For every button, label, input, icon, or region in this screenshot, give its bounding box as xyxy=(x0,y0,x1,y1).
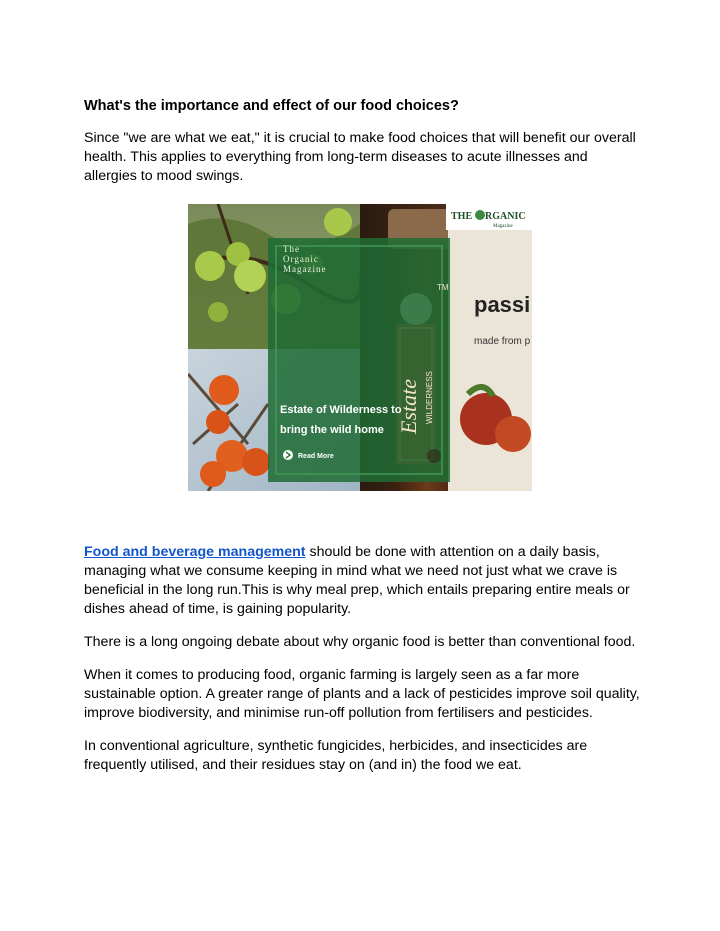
promo-graphic xyxy=(188,204,532,491)
brand-line3: Magazine xyxy=(283,264,327,274)
brand-line1: The xyxy=(283,244,300,254)
paragraph-3: When it comes to producing food, organic farming is largely seen as a far more sustainable option. A greater range of plants and a lack of pesticides improve soil quality, improve biodiversity, and minimise run-off pollution from fertilisers and pesticides. xyxy=(84,667,640,721)
logo-rganic-text: RGANIC xyxy=(485,211,526,222)
jar-brand-text: passi xyxy=(474,292,531,317)
brand-line2: Organic xyxy=(283,254,319,264)
jar-tm-text: TM xyxy=(437,283,449,292)
jar-label-small: WILDERNESS xyxy=(425,371,434,424)
arrow-right-icon xyxy=(283,450,293,460)
article-body xyxy=(84,543,644,789)
paragraph-1 xyxy=(84,543,644,619)
read-more-label: Read More xyxy=(298,453,334,460)
intro-paragraph: Since "we are what we eat," it is crucial to make food choices that will benefit our overall health. This applies to everything from long-term diseases to acute illnesses and allergies to mood swings. xyxy=(84,130,636,184)
leaf-icon xyxy=(475,210,485,220)
article-header xyxy=(84,96,644,186)
chevron-right-icon xyxy=(427,449,441,463)
food-beverage-management-link[interactable]: Food and beverage management xyxy=(84,544,306,560)
logo-magazine-text: Magazine xyxy=(493,224,513,229)
jar-subtitle-text: made from p xyxy=(474,336,531,347)
jar-label-script: Estate xyxy=(396,379,421,434)
headline-line1: Estate of Wilderness to xyxy=(280,404,402,416)
paragraph-1-text: should be done with attention on a daily basis, managing what we consume keeping in mind what we need not just what we crave is beneficial in the long run.This is why meal prep, which entails preparing entire meals or dishes ahead of time, is gaining popularity. xyxy=(84,544,630,617)
article-image xyxy=(188,204,532,491)
paragraph-2: There is a long ongoing debate about why organic food is better than conventional food. xyxy=(84,634,636,650)
headline-line2: bring the wild home xyxy=(280,424,384,436)
logo-the-text: THE xyxy=(451,211,473,222)
article-heading: What's the importance and effect of our food choices? xyxy=(84,98,459,114)
paragraph-4: In conventional agriculture, synthetic fungicides, herbicides, and insecticides are frequently utilised, and their residues stay on (and in) the food we eat. xyxy=(84,738,588,773)
